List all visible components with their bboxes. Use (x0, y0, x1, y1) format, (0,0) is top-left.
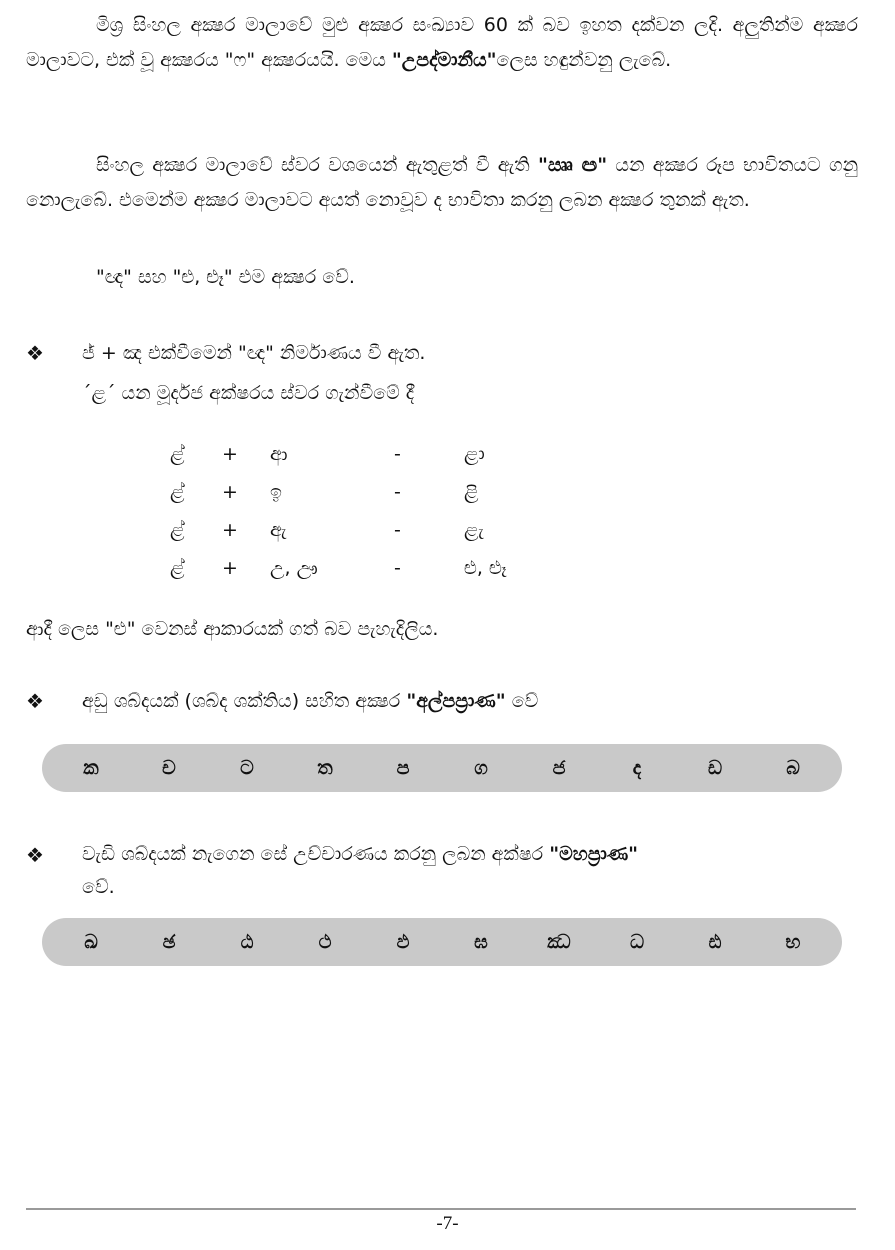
bullet-icon: ❖ (26, 689, 44, 713)
letter: ඛ (84, 931, 98, 953)
bullet-icon: ❖ (26, 843, 44, 867)
combo-row: ළ් + උ, ඌ - ළු, ළූ (170, 557, 507, 579)
paragraph-intro: මිශ්‍ර සිංහල අක්‍ෂර මාලාවේ මුළු අක්‍ෂර සංඛ්‍යාව 60 ක් බව ඉහත දක්වන ලදි. අලුතින්ම අක්‍ෂර මාලාවට, එක් වූ අක්‍ෂරය "ෆ" අක්‍ෂරයයි. මෙය "උපද්මානීය"ලෙස හඳුන්වනු ලැබේ. (26, 14, 858, 71)
bullet-icon: ❖ (26, 341, 44, 365)
letter: බ (786, 757, 800, 779)
combo-row: ළ් + ආ - ළා (170, 443, 485, 465)
letter: ඣ (547, 931, 571, 953)
upadmaniya-term: "උපද්මානීය" (391, 49, 497, 71)
letter: ථ (318, 931, 332, 953)
letter: ද (632, 757, 642, 779)
bullet-la-intro: ´ළ´ යන මූර්දජ අක්ෂරය ස්වර ගැන්වීමේ දී (82, 382, 415, 404)
letter: ට (240, 757, 254, 779)
letter: ඪ (708, 931, 722, 953)
letter: ඨ (240, 931, 254, 953)
letter: ක (83, 757, 99, 779)
page-number: -7- (436, 1213, 459, 1234)
mahaprana-letter-bar (42, 918, 842, 966)
letter: භ (785, 931, 801, 953)
three-letters-line: "ඥ" සහ "ළු, ළූ" එම අක්‍ෂර වේ. (96, 266, 355, 288)
footer-divider (26, 1208, 856, 1210)
bullet-alpaprana: අඩු ශබ්දයක් (ශබ්ද ශක්තිය) සහිත අක්‍ෂර "අල්පප්‍රාණ" වේ (82, 690, 539, 712)
combo-conclusion: ආදී ලෙස "ළු" වෙනස් ආකාරයක් ගත් බව පැහැදිලිය. (26, 618, 439, 640)
letter: ප (396, 757, 410, 779)
bullet-gna-formation: ජ් + ඤ එක්වීමෙන් "ඥ" නිර්මාණය වී ඇත. (82, 342, 426, 364)
bullet-mahaprana: වැඩි ශබ්දයක් නැගෙන සේ උච්චාරණය කරනු ලබන අක්ෂර "මහප්‍රාණ" වේ. (82, 843, 639, 898)
letter: ධ (629, 931, 645, 953)
letter: ඝ (474, 931, 488, 953)
letter: ඡ (162, 931, 176, 953)
alpaprana-letter-bar (42, 744, 842, 792)
letter: ඵ (396, 931, 410, 953)
combo-row: ළ් + ඇ - ළැ (170, 519, 484, 541)
letter: ඩ (707, 757, 723, 779)
letter: ච (162, 757, 176, 779)
combo-row: ළ් + ඉ - ළි (170, 481, 479, 503)
letter: ජ (552, 757, 566, 779)
paragraph-vowels: සිංහල අක්‍ෂර මාලාවේ ස්වර වශයෙන් ඇතුළත් වී ඇති "ඎ ඏ" යන අක්‍ෂර රූප භාවිතයට ගනු නොලැබේ. එමෙන්ම අක්‍ෂර මාලාවට අයත් නොවූව ද භාවිතා කරනු ලබන අක්‍ෂර තුනක් ඇත. (26, 154, 858, 211)
unused-vowels: "ඎ ඏ" (538, 154, 608, 176)
letter: ග (474, 757, 488, 779)
letter: ත (317, 757, 333, 779)
